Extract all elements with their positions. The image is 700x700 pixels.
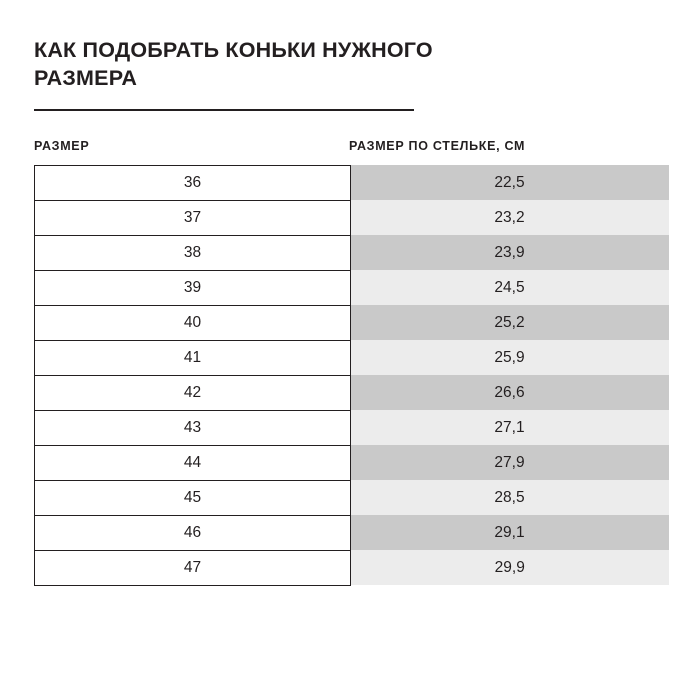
- cell-insole: 22,5: [351, 165, 669, 200]
- table-row: [35, 340, 669, 375]
- cell-insole: 27,1: [351, 410, 669, 445]
- table-row: [35, 515, 669, 550]
- cell-size: 45: [35, 480, 351, 515]
- size-table-body: [35, 165, 669, 585]
- table-row: [35, 410, 669, 445]
- cell-size: 36: [35, 165, 351, 200]
- title-divider: [34, 109, 414, 111]
- table-row: [35, 550, 669, 585]
- cell-insole: 27,9: [351, 445, 669, 480]
- column-header-insole: РАЗМЕР ПО СТЕЛЬКЕ, СМ: [349, 138, 526, 153]
- size-table: [34, 165, 669, 586]
- cell-size: 42: [35, 375, 351, 410]
- cell-insole: 29,9: [351, 550, 669, 585]
- column-headers: [34, 139, 666, 153]
- cell-size: 43: [35, 410, 351, 445]
- table-row: [35, 305, 669, 340]
- column-header-size: РАЗМЕР: [34, 138, 90, 153]
- cell-insole: 25,9: [351, 340, 669, 375]
- page-title: КАК ПОДОБРАТЬ КОНЬКИ НУЖНОГО РАЗМЕРА: [34, 38, 433, 91]
- table-row: [35, 200, 669, 235]
- cell-size: 38: [35, 235, 351, 270]
- cell-insole: 26,6: [351, 375, 669, 410]
- cell-size: 40: [35, 305, 351, 340]
- cell-size: 37: [35, 200, 351, 235]
- cell-insole: 23,2: [351, 200, 669, 235]
- cell-insole: 29,1: [351, 515, 669, 550]
- cell-size: 41: [35, 340, 351, 375]
- cell-insole: 24,5: [351, 270, 669, 305]
- table-row: [35, 480, 669, 515]
- table-row: [35, 375, 669, 410]
- cell-size: 39: [35, 270, 351, 305]
- cell-size: 44: [35, 445, 351, 480]
- cell-insole: 23,9: [351, 235, 669, 270]
- table-row: [35, 445, 669, 480]
- table-row: [35, 165, 669, 200]
- cell-insole: 28,5: [351, 480, 669, 515]
- cell-size: 47: [35, 550, 351, 585]
- table-row: [35, 235, 669, 270]
- table-row: [35, 270, 669, 305]
- cell-size: 46: [35, 515, 351, 550]
- cell-insole: 25,2: [351, 305, 669, 340]
